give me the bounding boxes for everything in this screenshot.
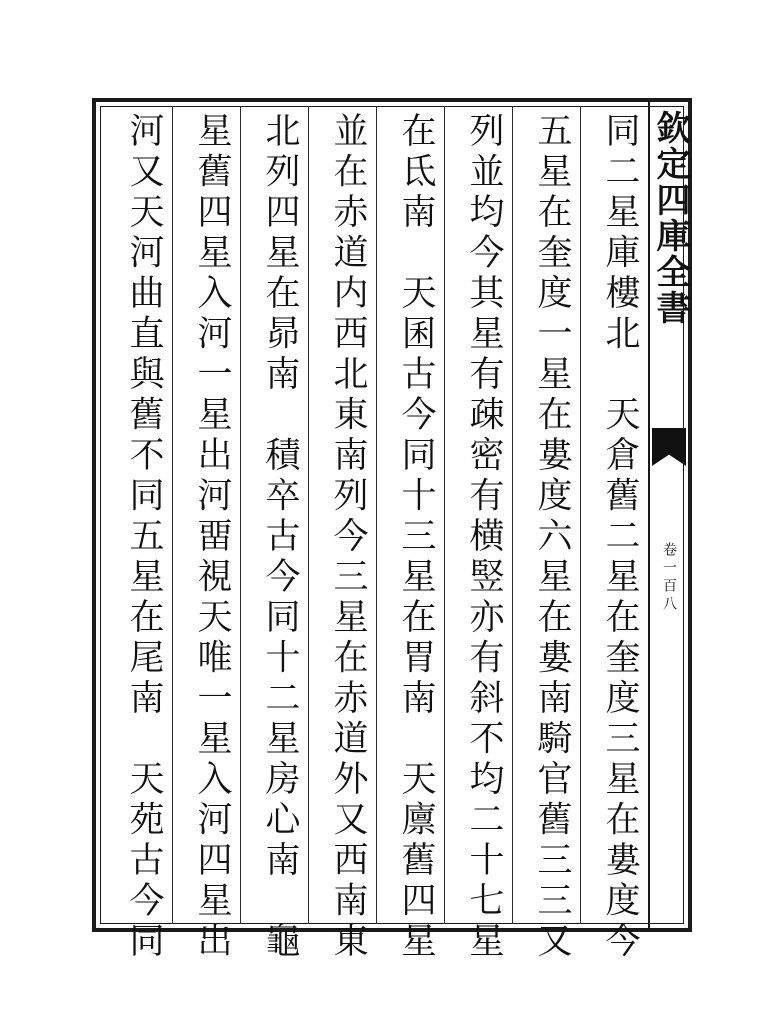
column-divider bbox=[444, 106, 445, 924]
text-column-1: 同二星庫樓北 天倉舊二星在奎度三星在婁度今 bbox=[600, 112, 640, 963]
column-divider bbox=[240, 106, 241, 924]
volume-number: 卷一百八 bbox=[661, 542, 677, 614]
column-divider bbox=[172, 106, 173, 924]
fish-tail-mark bbox=[652, 428, 686, 466]
text-column-8: 河又天河曲直與舊不同五星在尾南 天苑古今同 bbox=[124, 112, 164, 963]
inner-border bbox=[100, 106, 690, 963]
text-column-2: 五星在奎度一星在婁度六星在婁南騎官舊三三又 bbox=[532, 112, 572, 963]
column-divider bbox=[580, 106, 581, 924]
column-divider bbox=[512, 106, 513, 924]
column-divider bbox=[308, 106, 309, 924]
text-column-3: 列並均今其星有疎密有横竪亦有斜不均二十七星 bbox=[464, 112, 504, 963]
center-fold-column bbox=[648, 102, 688, 928]
text-column-4: 在氐南 天囷古今同十三星在胃南 天廪舊四星 bbox=[396, 112, 436, 963]
text-column-6: 北列四星在昴南 積卒古今同十二星房心南 龜 bbox=[260, 112, 300, 963]
text-column-5: 並在赤道内西北東南列今三星在赤道外又西南東 bbox=[328, 112, 368, 963]
column-divider bbox=[376, 106, 377, 924]
book-title: 欽定四庫全書 bbox=[650, 110, 690, 326]
text-column-7: 星舊四星入河一星出河畱視天唯一星入河四星出 bbox=[192, 112, 232, 963]
